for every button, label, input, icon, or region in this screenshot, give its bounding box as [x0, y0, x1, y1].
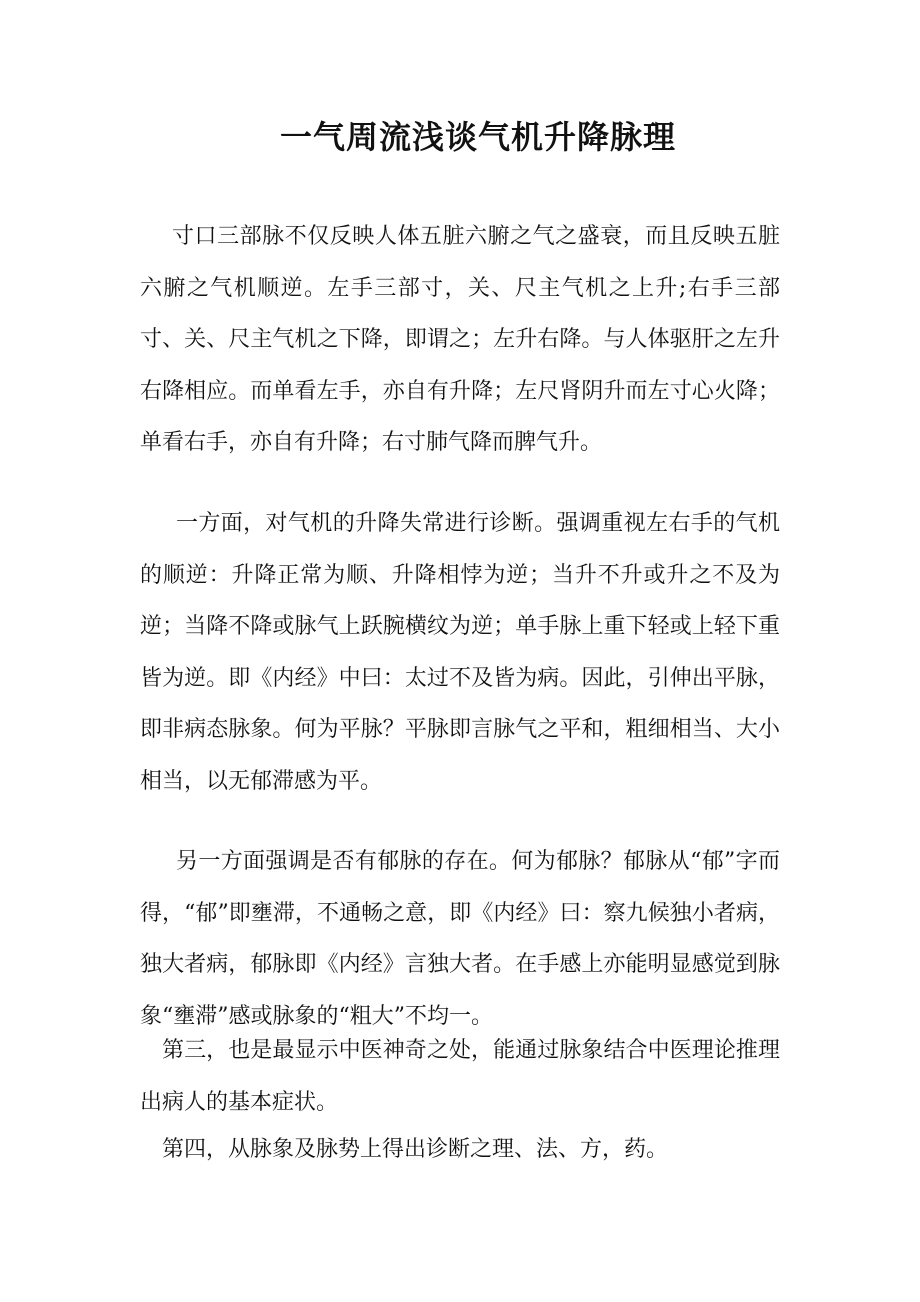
paragraph-stagnant-pulse: 另一方面强调是否有郁脉的存在。何为郁脉？郁脉从“郁”字而得，“郁”即壅滞，不通畅之意，即《内经》曰：察九候独小者病，独大者病，郁脉即《内经》言独大者。在手感上亦能明显感觉到脉象“壅滞”感或脉象的“粗大”不均一。 [140, 849, 780, 1029]
paragraph-fourth-point: 第四，从脉象及脉势上得出诊断之理、法、方，药。 [162, 1137, 669, 1162]
paragraph-pulse-overview: 寸口三部脉不仅反映人体五脏六腑之气之盛衰，而且反映五脏六腑之气机顺逆。左手三部寸，关、尺主气机之上升;右手三部寸、关、尺主气机之下降，即谓之；左升右降。与人体驱肝之左升右降相应。而单看左手，亦自有升降；左尺肾阴升而左寸心火降；单看右手，亦自有升降；右寸肺气降而脾气升。 [140, 224, 780, 455]
document-title: 一气周流浅谈气机升降脉理 [279, 118, 676, 156]
paragraph-qi-diagnosis: 一方面，对气机的升降失常进行诊断。强调重视左右手的气机的顺逆：升降正常为顺、升降相悖为逆；当升不升或升之不及为逆；当降不降或脉气上跃腕横纹为逆；单手脉上重下轻或上轻下重皆为逆。即《内经》中曰：太过不及皆为病。因此，引伸出平脉，即非病态脉象。何为平脉？平脉即言脉气之平和，粗细相当、大小相当，以无郁滞感为平。 [140, 511, 780, 794]
paragraph-third-point: 第三，也是最显示中医神奇之处，能通过脉象结合中医理论推理出病人的基本症状。 [140, 1038, 780, 1115]
